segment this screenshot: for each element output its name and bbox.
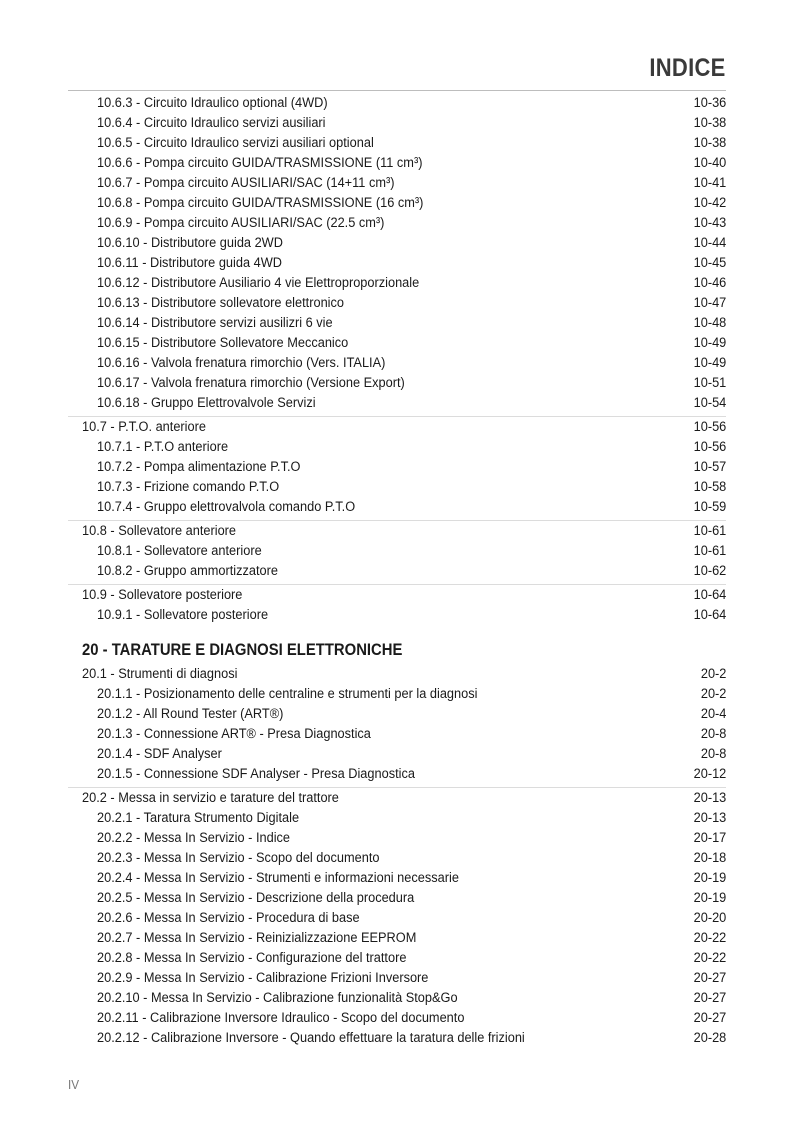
- toc-entry-page: 10-56: [693, 439, 726, 455]
- toc-subsection[interactable]: [68, 704, 726, 724]
- toc-entry-page: 20-12: [693, 766, 726, 782]
- toc-entry-page: 10-56: [693, 419, 726, 435]
- toc-subsection[interactable]: [68, 233, 726, 253]
- toc-entry-title: 10.6.18 - Gruppo Elettrovalvole Servizi: [97, 395, 316, 411]
- toc-entry-title: 20.2.5 - Messa In Servizio - Descrizione della procedura: [97, 890, 415, 906]
- toc-entry-page: 10-64: [693, 607, 726, 623]
- toc-entry-title: 20.2.7 - Messa In Servizio - Reinizializzazione EEPROM: [97, 930, 417, 946]
- toc-entry-page: 10-36: [693, 95, 726, 111]
- toc-entry-title: 20.2.3 - Messa In Servizio - Scopo del documento: [97, 850, 380, 866]
- toc-entry-title: 10.6.10 - Distributore guida 2WD: [97, 235, 283, 251]
- toc-subsection[interactable]: [68, 868, 726, 888]
- toc-entry-title: 10.7.2 - Pompa alimentazione P.T.O: [97, 459, 301, 475]
- toc-entry-title: 20.1.2 - All Round Tester (ART®): [97, 706, 284, 722]
- toc-entry-page: 10-42: [693, 195, 726, 211]
- toc-subsection[interactable]: [68, 988, 726, 1008]
- toc-subsection[interactable]: [68, 113, 726, 133]
- toc-subsection[interactable]: [68, 541, 726, 561]
- toc-entry-page: 10-48: [693, 315, 726, 331]
- toc-subsection[interactable]: [68, 744, 726, 764]
- toc-entry-title: 10.6.16 - Valvola frenatura rimorchio (Vers. ITALIA): [97, 355, 386, 371]
- toc-entry-page: 10-43: [693, 215, 726, 231]
- toc-entry-title: 10.6.7 - Pompa circuito AUSILIARI/SAC (14+11 cm³): [97, 175, 395, 191]
- toc-entry-title: 20.1.1 - Posizionamento delle centraline e strumenti per la diagnosi: [97, 686, 478, 702]
- toc-entry-title: 10.8 - Sollevatore anteriore: [82, 523, 237, 539]
- toc-subsection[interactable]: [68, 313, 726, 333]
- toc-subsection[interactable]: [68, 457, 726, 477]
- toc-subsection[interactable]: [68, 828, 726, 848]
- toc-subsection[interactable]: [68, 253, 726, 273]
- toc-entry-title: 10.6.8 - Pompa circuito GUIDA/TRASMISSIONE (16 cm³): [97, 195, 424, 211]
- page-number: IV: [68, 1077, 80, 1092]
- toc-entry-page: 10-59: [693, 499, 726, 515]
- toc-entry-title: 10.6.15 - Distributore Sollevatore Meccanico: [97, 335, 349, 351]
- toc-entry-page: 10-49: [693, 355, 726, 371]
- toc-subsection[interactable]: [68, 293, 726, 313]
- toc-subsection[interactable]: [68, 373, 726, 393]
- toc-subsection[interactable]: [68, 93, 726, 113]
- toc-entry-page: 10-38: [693, 135, 726, 151]
- toc-entry-page: 10-45: [693, 255, 726, 271]
- toc-entry-page: 20-13: [693, 790, 726, 806]
- toc-subsection[interactable]: [68, 333, 726, 353]
- toc-entry-title: 20.2.8 - Messa In Servizio - Configurazione del trattore: [97, 950, 407, 966]
- toc-entry-title: 20.2.1 - Taratura Strumento Digitale: [97, 810, 300, 826]
- toc-entry-title: 20.2.10 - Messa In Servizio - Calibrazione funzionalità Stop&Go: [97, 990, 458, 1006]
- toc-entry-page: 20-27: [693, 990, 726, 1006]
- toc-entry-page: 20-27: [693, 970, 726, 986]
- toc-subsection[interactable]: [68, 437, 726, 457]
- toc-entry-page: 20-22: [693, 930, 726, 946]
- toc-entry-title: 10.6.5 - Circuito Idraulico servizi ausiliari optional: [97, 135, 374, 151]
- toc-entry-title: 10.6.12 - Distributore Ausiliario 4 vie Elettroproporzionale: [97, 275, 420, 291]
- toc-entry-title: 10.6.13 - Distributore sollevatore elettronico: [97, 295, 344, 311]
- toc-entry-title: 20.2.12 - Calibrazione Inversore - Quando effettuare la taratura delle frizioni: [97, 1030, 525, 1046]
- toc-entry-title: 20.2.9 - Messa In Servizio - Calibrazione Frizioni Inversore: [97, 970, 429, 986]
- toc-entry-title: 10.7.1 - P.T.O anteriore: [97, 439, 229, 455]
- toc-subsection[interactable]: [68, 808, 726, 828]
- toc-subsection[interactable]: [68, 928, 726, 948]
- toc-subsection[interactable]: [68, 1028, 726, 1048]
- toc-subsection[interactable]: [68, 1008, 726, 1028]
- toc-entry-title: 10.7.4 - Gruppo elettrovalvola comando P.T.O: [97, 499, 356, 515]
- toc-entry-title: 10.8.2 - Gruppo ammortizzatore: [97, 563, 278, 579]
- toc-entry-title: 10.6.3 - Circuito Idraulico optional (4WD): [97, 95, 328, 111]
- toc-subsection[interactable]: [68, 724, 726, 744]
- toc-entry-page: 10-41: [693, 175, 726, 191]
- toc-entry-title: 10.6.9 - Pompa circuito AUSILIARI/SAC (22.5 cm³): [97, 215, 385, 231]
- toc-entry-page: 20-18: [693, 850, 726, 866]
- toc-entry-title: 10.8.1 - Sollevatore anteriore: [97, 543, 262, 559]
- toc-subsection[interactable]: [68, 273, 726, 293]
- toc-entry-page: 20-8: [700, 746, 726, 762]
- toc-subsection[interactable]: [68, 605, 726, 625]
- toc-section[interactable]: [68, 416, 726, 437]
- toc-subsection[interactable]: [68, 477, 726, 497]
- toc-subsection[interactable]: [68, 193, 726, 213]
- toc-entry-title: 20.2 - Messa in servizio e tarature del trattore: [82, 790, 339, 806]
- toc-entry-title: 20.1.4 - SDF Analyser: [97, 746, 222, 762]
- toc-entry-title: 10.7 - P.T.O. anteriore: [82, 419, 206, 435]
- toc-subsection[interactable]: [68, 213, 726, 233]
- toc-subsection[interactable]: [68, 888, 726, 908]
- toc-entry-page: 10-51: [693, 375, 726, 391]
- table-of-contents: [68, 93, 726, 1048]
- toc-subsection[interactable]: [68, 968, 726, 988]
- toc-subsection[interactable]: [68, 153, 726, 173]
- toc-entry-page: 20-19: [693, 870, 726, 886]
- toc-entry-page: 10-47: [693, 295, 726, 311]
- toc-section[interactable]: [68, 584, 726, 605]
- toc-entry-page: 20-17: [693, 830, 726, 846]
- toc-entry-page: 10-54: [693, 395, 726, 411]
- toc-entry-title: 10.9 - Sollevatore posteriore: [82, 587, 243, 603]
- toc-entry-page: 10-61: [693, 523, 726, 539]
- toc-subsection[interactable]: [68, 948, 726, 968]
- toc-section[interactable]: [68, 787, 726, 808]
- toc-entry-page: 10-40: [693, 155, 726, 171]
- toc-entry-page: 20-19: [693, 890, 726, 906]
- toc-subsection[interactable]: [68, 393, 726, 413]
- toc-entry-page: 20-22: [693, 950, 726, 966]
- toc-section[interactable]: [68, 664, 726, 684]
- toc-entry-page: 20-4: [700, 706, 726, 722]
- toc-entry-page: 10-64: [693, 587, 726, 603]
- toc-entry-title: 10.6.11 - Distributore guida 4WD: [97, 255, 283, 271]
- toc-entry-page: 20-8: [700, 726, 726, 742]
- toc-entry-title: 10.9.1 - Sollevatore posteriore: [97, 607, 269, 623]
- toc-entry-page: 20-13: [693, 810, 726, 826]
- toc-subsection[interactable]: [68, 764, 726, 784]
- toc-entry-title: 20.2.2 - Messa In Servizio - Indice: [97, 830, 291, 846]
- toc-subsection[interactable]: [68, 684, 726, 704]
- toc-entry-page: 20-2: [700, 686, 726, 702]
- toc-entry-page: 10-46: [693, 275, 726, 291]
- toc-subsection[interactable]: [68, 353, 726, 373]
- page-title: INDICE: [649, 54, 726, 82]
- toc-entry-title: 10.6.17 - Valvola frenatura rimorchio (Versione Export): [97, 375, 405, 391]
- toc-subsection[interactable]: [68, 908, 726, 928]
- toc-subsection[interactable]: [68, 848, 726, 868]
- toc-entry-page: 10-57: [693, 459, 726, 475]
- toc-entry-page: 20-27: [693, 1010, 726, 1026]
- header-divider: [68, 90, 726, 91]
- toc-subsection[interactable]: [68, 497, 726, 517]
- toc-entry-page: 20-28: [693, 1030, 726, 1046]
- toc-entry-title: 20.2.6 - Messa In Servizio - Procedura di base: [97, 910, 360, 926]
- toc-section[interactable]: [68, 520, 726, 541]
- toc-entry-page: 10-58: [693, 479, 726, 495]
- toc-entry-title: 10.6.14 - Distributore servizi ausilizri 6 vie: [97, 315, 333, 331]
- toc-entry-page: 10-38: [693, 115, 726, 131]
- toc-entry-title: 20.1.3 - Connessione ART® - Presa Diagnostica: [97, 726, 371, 742]
- toc-entry-title: 20.2.11 - Calibrazione Inversore Idraulico - Scopo del documento: [97, 1010, 465, 1026]
- toc-entry-title: 10.6.4 - Circuito Idraulico servizi ausiliari: [97, 115, 326, 131]
- toc-entry-page: 20-20: [693, 910, 726, 926]
- toc-entry-page: 20-2: [700, 666, 726, 682]
- toc-entry-page: 10-62: [693, 563, 726, 579]
- toc-entry-page: 10-44: [693, 235, 726, 251]
- toc-subsection[interactable]: [68, 173, 726, 193]
- toc-entry-page: 10-49: [693, 335, 726, 351]
- toc-chapter[interactable]: [68, 636, 726, 664]
- toc-entry-title: 20.2.4 - Messa In Servizio - Strumenti e informazioni necessarie: [97, 870, 459, 886]
- toc-subsection[interactable]: [68, 133, 726, 153]
- toc-entry-page: 10-61: [693, 543, 726, 559]
- toc-entry-title: 20.1 - Strumenti di diagnosi: [82, 666, 238, 682]
- toc-subsection[interactable]: [68, 561, 726, 581]
- toc-entry-title: 20.1.5 - Connessione SDF Analyser - Presa Diagnostica: [97, 766, 415, 782]
- toc-entry-title: 10.7.3 - Frizione comando P.T.O: [97, 479, 280, 495]
- toc-entry-title: 20 - TARATURE E DIAGNOSI ELETTRONICHE: [82, 641, 403, 659]
- toc-entry-title: 10.6.6 - Pompa circuito GUIDA/TRASMISSIONE (11 cm³): [97, 155, 423, 171]
